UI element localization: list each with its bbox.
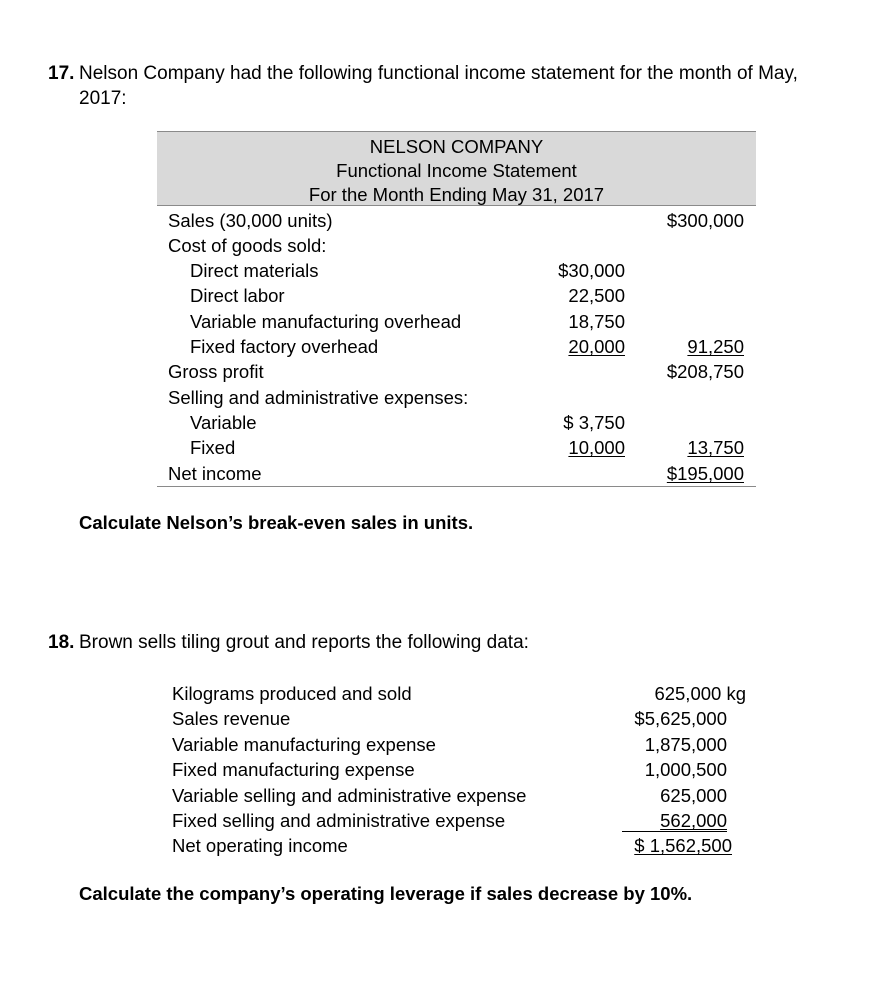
- net-income-label: Net income: [168, 463, 262, 484]
- variable-mfg-overhead-label: Variable manufacturing overhead: [190, 311, 462, 332]
- question-18-intro: Brown sells tiling grout and reports the following data:: [79, 632, 529, 653]
- statement-bottom-rule: [157, 486, 756, 487]
- sales-revenue-label: Sales revenue: [172, 708, 291, 729]
- variable-sga-expense-value: 625,000: [660, 785, 727, 806]
- question-17-intro-line2: 2017:: [79, 88, 127, 109]
- question-18-prompt: Calculate the company’s operating leverage if sales decrease by 10%.: [79, 883, 693, 904]
- variable-mfg-expense-label: Variable manufacturing expense: [172, 734, 436, 755]
- fixed-sga-expense-value: 562,000: [660, 810, 727, 831]
- fixed-factory-overhead-amount: 20,000: [568, 336, 625, 357]
- fixed-sga-expense-label: Fixed selling and administrative expense: [172, 810, 506, 831]
- question-17-intro-line1: Nelson Company had the following functional income statement for the month of May,: [79, 63, 798, 84]
- direct-labor-label: Direct labor: [190, 285, 285, 306]
- direct-labor-amount: 22,500: [568, 285, 625, 306]
- fixed-sga-label: Fixed: [190, 437, 236, 458]
- kg-produced-value: 625,000 kg: [654, 683, 746, 704]
- company-name: NELSON COMPANY: [369, 136, 544, 157]
- variable-mfg-expense-value: 1,875,000: [644, 734, 727, 755]
- statement-period: For the Month Ending May 31, 2017: [308, 184, 605, 205]
- question-17-prompt: Calculate Nelson’s break-even sales in units.: [79, 512, 474, 533]
- gross-profit-total: $208,750: [666, 361, 744, 382]
- kg-produced-label: Kilograms produced and sold: [172, 683, 412, 704]
- net-operating-income-label: Net operating income: [172, 835, 348, 856]
- direct-materials-label: Direct materials: [190, 260, 319, 281]
- variable-mfg-overhead-amount: 18,750: [568, 311, 625, 332]
- statement-title: Functional Income Statement: [336, 160, 577, 181]
- sales-revenue-value: $5,625,000: [634, 708, 727, 729]
- question-18-number: 18.: [48, 632, 75, 653]
- variable-sga-expense-label: Variable selling and administrative expense: [172, 785, 527, 806]
- sales-total: $300,000: [666, 210, 744, 231]
- sga-total: 13,750: [687, 437, 744, 458]
- question-17-number: 17.: [48, 63, 75, 84]
- cogs-label: Cost of goods sold:: [168, 235, 327, 256]
- sga-label: Selling and administrative expenses:: [168, 387, 469, 408]
- net-operating-income-value: $ 1,562,500: [634, 835, 732, 856]
- fixed-sga-amount: 10,000: [568, 437, 625, 458]
- net-income-total: $195,000: [666, 463, 744, 484]
- fixed-mfg-expense-value: 1,000,500: [644, 759, 727, 780]
- variable-sga-label: Variable: [190, 412, 257, 433]
- fixed-factory-overhead-label: Fixed factory overhead: [190, 336, 379, 357]
- fixed-mfg-expense-label: Fixed manufacturing expense: [172, 759, 415, 780]
- fixed-sga-underline: [622, 831, 727, 832]
- sales-label: Sales (30,000 units): [168, 210, 333, 231]
- direct-materials-amount: $30,000: [558, 260, 625, 281]
- variable-sga-amount: $ 3,750: [563, 412, 625, 433]
- gross-profit-label: Gross profit: [168, 361, 264, 382]
- cogs-total: 91,250: [687, 336, 744, 357]
